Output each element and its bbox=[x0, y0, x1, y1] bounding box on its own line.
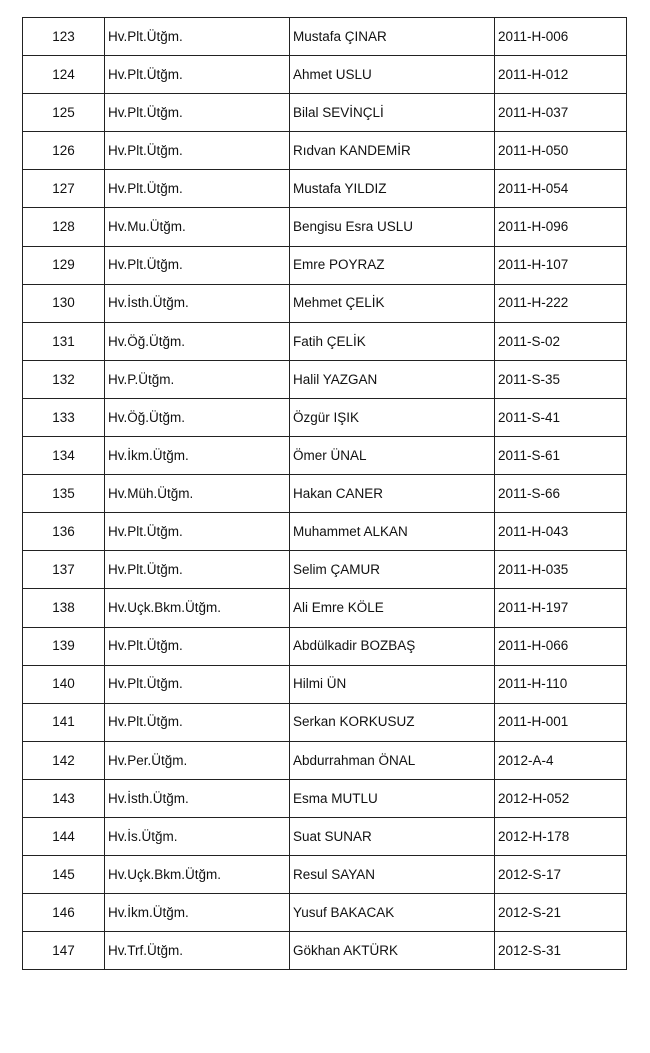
rank-cell: Hv.İs.Ütğm. bbox=[105, 817, 290, 855]
name-cell: Esma MUTLU bbox=[290, 779, 495, 817]
table-row bbox=[23, 322, 627, 360]
code-cell: 2011-S-41 bbox=[495, 398, 627, 436]
table-row bbox=[23, 665, 627, 703]
row-number: 129 bbox=[23, 246, 105, 284]
rank-cell: Hv.Müh.Ütğm. bbox=[105, 475, 290, 513]
row-number: 147 bbox=[23, 932, 105, 970]
name-cell: Halil YAZGAN bbox=[290, 360, 495, 398]
table-row bbox=[23, 284, 627, 322]
name-cell: Yusuf BAKACAK bbox=[290, 894, 495, 932]
rank-cell: Hv.İsth.Ütğm. bbox=[105, 779, 290, 817]
table-row bbox=[23, 437, 627, 475]
table-row bbox=[23, 360, 627, 398]
rank-cell: Hv.Plt.Ütğm. bbox=[105, 94, 290, 132]
rank-cell: Hv.İkm.Ütğm. bbox=[105, 437, 290, 475]
table-row bbox=[23, 551, 627, 589]
rank-cell: Hv.İsth.Ütğm. bbox=[105, 284, 290, 322]
code-cell: 2012-H-178 bbox=[495, 817, 627, 855]
row-number: 130 bbox=[23, 284, 105, 322]
name-cell: Selim ÇAMUR bbox=[290, 551, 495, 589]
row-number: 124 bbox=[23, 56, 105, 94]
name-cell: Emre POYRAZ bbox=[290, 246, 495, 284]
table-row bbox=[23, 894, 627, 932]
code-cell: 2011-H-197 bbox=[495, 589, 627, 627]
code-cell: 2012-S-31 bbox=[495, 932, 627, 970]
row-number: 125 bbox=[23, 94, 105, 132]
row-number: 134 bbox=[23, 437, 105, 475]
table-row bbox=[23, 208, 627, 246]
name-cell: Muhammet ALKAN bbox=[290, 513, 495, 551]
rank-cell: Hv.Uçk.Bkm.Ütğm. bbox=[105, 589, 290, 627]
table-row bbox=[23, 398, 627, 436]
row-number: 139 bbox=[23, 627, 105, 665]
code-cell: 2011-H-054 bbox=[495, 170, 627, 208]
rank-cell: Hv.Plt.Ütğm. bbox=[105, 703, 290, 741]
rank-cell: Hv.Plt.Ütğm. bbox=[105, 665, 290, 703]
name-cell: Ahmet USLU bbox=[290, 56, 495, 94]
name-cell: Hakan CANER bbox=[290, 475, 495, 513]
name-cell: Abdurrahman ÖNAL bbox=[290, 741, 495, 779]
code-cell: 2011-S-02 bbox=[495, 322, 627, 360]
code-cell: 2011-H-222 bbox=[495, 284, 627, 322]
row-number: 136 bbox=[23, 513, 105, 551]
row-number: 137 bbox=[23, 551, 105, 589]
name-cell: Gökhan AKTÜRK bbox=[290, 932, 495, 970]
row-number: 144 bbox=[23, 817, 105, 855]
table-row bbox=[23, 246, 627, 284]
rank-cell: Hv.Uçk.Bkm.Ütğm. bbox=[105, 856, 290, 894]
code-cell: 2011-H-035 bbox=[495, 551, 627, 589]
row-number: 145 bbox=[23, 856, 105, 894]
rank-cell: Hv.Öğ.Ütğm. bbox=[105, 322, 290, 360]
table-row bbox=[23, 170, 627, 208]
table-row bbox=[23, 18, 627, 56]
row-number: 123 bbox=[23, 18, 105, 56]
name-cell: Mehmet ÇELİK bbox=[290, 284, 495, 322]
row-number: 135 bbox=[23, 475, 105, 513]
rank-cell: Hv.P.Ütğm. bbox=[105, 360, 290, 398]
row-number: 133 bbox=[23, 398, 105, 436]
table-row bbox=[23, 513, 627, 551]
name-cell: Bilal SEVİNÇLİ bbox=[290, 94, 495, 132]
code-cell: 2011-H-043 bbox=[495, 513, 627, 551]
row-number: 141 bbox=[23, 703, 105, 741]
rank-cell: Hv.Plt.Ütğm. bbox=[105, 56, 290, 94]
rank-cell: Hv.Plt.Ütğm. bbox=[105, 246, 290, 284]
name-cell: Suat SUNAR bbox=[290, 817, 495, 855]
row-number: 142 bbox=[23, 741, 105, 779]
code-cell: 2011-H-050 bbox=[495, 132, 627, 170]
code-cell: 2011-H-107 bbox=[495, 246, 627, 284]
row-number: 138 bbox=[23, 589, 105, 627]
table-row bbox=[23, 779, 627, 817]
code-cell: 2012-S-17 bbox=[495, 856, 627, 894]
rank-cell: Hv.Plt.Ütğm. bbox=[105, 132, 290, 170]
name-cell: Fatih ÇELİK bbox=[290, 322, 495, 360]
code-cell: 2011-H-012 bbox=[495, 56, 627, 94]
row-number: 132 bbox=[23, 360, 105, 398]
table-row bbox=[23, 741, 627, 779]
table-row bbox=[23, 856, 627, 894]
row-number: 140 bbox=[23, 665, 105, 703]
table-row bbox=[23, 475, 627, 513]
row-number: 126 bbox=[23, 132, 105, 170]
personnel-table bbox=[22, 17, 627, 970]
table-row bbox=[23, 627, 627, 665]
code-cell: 2011-H-110 bbox=[495, 665, 627, 703]
name-cell: Serkan KORKUSUZ bbox=[290, 703, 495, 741]
name-cell: Abdülkadir BOZBAŞ bbox=[290, 627, 495, 665]
row-number: 127 bbox=[23, 170, 105, 208]
rank-cell: Hv.Plt.Ütğm. bbox=[105, 170, 290, 208]
code-cell: 2011-H-037 bbox=[495, 94, 627, 132]
rank-cell: Hv.Plt.Ütğm. bbox=[105, 551, 290, 589]
row-number: 143 bbox=[23, 779, 105, 817]
name-cell: Resul SAYAN bbox=[290, 856, 495, 894]
name-cell: Özgür IŞIK bbox=[290, 398, 495, 436]
code-cell: 2011-S-66 bbox=[495, 475, 627, 513]
rank-cell: Hv.Per.Ütğm. bbox=[105, 741, 290, 779]
rank-cell: Hv.Trf.Ütğm. bbox=[105, 932, 290, 970]
row-number: 146 bbox=[23, 894, 105, 932]
table-row bbox=[23, 589, 627, 627]
table-row bbox=[23, 94, 627, 132]
name-cell: Hilmi ÜN bbox=[290, 665, 495, 703]
row-number: 128 bbox=[23, 208, 105, 246]
code-cell: 2011-H-001 bbox=[495, 703, 627, 741]
code-cell: 2011-S-35 bbox=[495, 360, 627, 398]
code-cell: 2011-H-006 bbox=[495, 18, 627, 56]
rank-cell: Hv.Plt.Ütğm. bbox=[105, 18, 290, 56]
code-cell: 2011-H-066 bbox=[495, 627, 627, 665]
name-cell: Ali Emre KÖLE bbox=[290, 589, 495, 627]
table-row bbox=[23, 703, 627, 741]
name-cell: Mustafa ÇINAR bbox=[290, 18, 495, 56]
name-cell: Ömer ÜNAL bbox=[290, 437, 495, 475]
code-cell: 2011-S-61 bbox=[495, 437, 627, 475]
code-cell: 2012-A-4 bbox=[495, 741, 627, 779]
name-cell: Mustafa YILDIZ bbox=[290, 170, 495, 208]
row-number: 131 bbox=[23, 322, 105, 360]
name-cell: Rıdvan KANDEMİR bbox=[290, 132, 495, 170]
code-cell: 2012-H-052 bbox=[495, 779, 627, 817]
code-cell: 2012-S-21 bbox=[495, 894, 627, 932]
rank-cell: Hv.Mu.Ütğm. bbox=[105, 208, 290, 246]
table-row bbox=[23, 56, 627, 94]
table-row bbox=[23, 932, 627, 970]
rank-cell: Hv.Öğ.Ütğm. bbox=[105, 398, 290, 436]
table-body bbox=[23, 18, 627, 970]
code-cell: 2011-H-096 bbox=[495, 208, 627, 246]
rank-cell: Hv.Plt.Ütğm. bbox=[105, 513, 290, 551]
table-row bbox=[23, 132, 627, 170]
name-cell: Bengisu Esra USLU bbox=[290, 208, 495, 246]
rank-cell: Hv.İkm.Ütğm. bbox=[105, 894, 290, 932]
table-row bbox=[23, 817, 627, 855]
rank-cell: Hv.Plt.Ütğm. bbox=[105, 627, 290, 665]
